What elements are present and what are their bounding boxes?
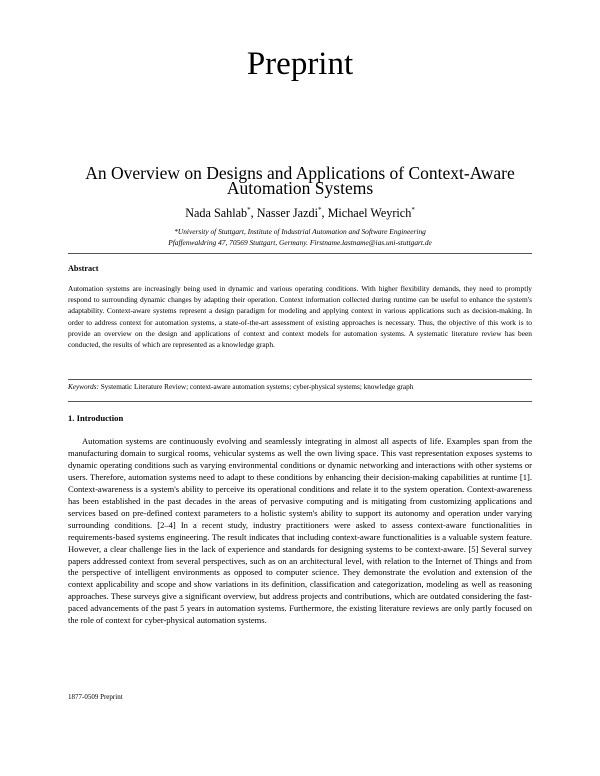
keywords-label: Keywords:: [68, 383, 99, 391]
author-name: Michael Weyrich: [327, 206, 412, 221]
page-footer: 1877-0509 Preprint: [68, 693, 123, 701]
intro-paragraph: Automation systems are continuously evolving and seamlessly integrating in almost all aspects of life. Examples span from the manufacturing domain to surgical rooms, vehicular systems as well the own living space. This vast representation exposes systems to dynamic operating conditions such as varying environmental conditions or dynamic networking and interactions with other systems or users. Therefore, automation systems need to adapt to these conditions by enhancing their decision-making capabilities at runtime [1]. Context-awareness is a system's ability to perceive its operational conditions and relate it to the system operation. Context-awareness has been established in the past decades in the areas of pervasive computing and is mitigating from customizing applications and services based on pre-defined context parameters to a holistic system's ability to support its autonomy and operation under varying surrounding conditions. [2–4] In a recent study, industry practitioners were asked to assess context-aware functionalities in requirements-based systems engineering. The result indicates that including context-aware functionalities is a valuable system feature. However, a clear challenge lies in the lack of experience and standards for designing systems to be context-aware. [5] Several survey papers addressed context from several perspectives, such as on an architectural level, with relation to the Internet of Things and from the perspective of intelligent environments as opposed to computer science. They demonstrate the evolution and extension of the context applicability and scope and show variations in its definition, classification and categorization, modeling as well as reasoning approaches. These surveys give a significant overview, but address projects and contributions, which are outdated considering the fast-paced advancements of the past 5 years in automation systems. Furthermore, the existing literature reviews are only partly focused on the role of context for cyber-physical automation systems.: [68, 436, 532, 626]
affiliation-line: *University of Stuttgart, Institute of Industrial Automation and Software Engineering: [174, 227, 426, 236]
divider: [68, 253, 532, 254]
affiliation: [0, 226, 600, 248]
section-heading: 1. Introduction: [68, 413, 124, 423]
author-mark: *: [317, 206, 322, 214]
divider: [68, 379, 532, 380]
preprint-heading: Preprint: [246, 46, 354, 82]
abstract-heading: Abstract: [68, 264, 99, 273]
keywords: [68, 382, 532, 392]
keywords-text: Systematic Literature Review; context-aware automation systems; cyber-physical systems; knowledge graph: [100, 383, 414, 391]
author-name: Nasser Jazdi: [256, 206, 318, 221]
author-name: Nada Sahlab: [185, 206, 248, 221]
author-list: Nada Sahlab*, Nasser Jazdi*, Michael Weyrich*: [185, 206, 415, 221]
paper-title: An Overview on Designs and Applications of Context-Aware Automation Systems: [85, 163, 515, 198]
abstract-text: Automation systems are increasingly being used in dynamic and various operating conditions. With higher flexibility demands, they need to promptly respond to surrounding dynamic changes by adapting their operation. Context information collected during runtime can be useful to enhance the system's adaptability. Context-aware systems represent a design paradigm for modeling and applying context in various applications such as decision-making. In order to address context for automation systems, a state-of-the-art assessment of existing approaches is necessary. Thus, the objective of this work is to provide an overview on the design and applications of context and context models for automation systems. A systematic literature review has been conducted, the results of which are represented as a knowledge graph.: [68, 284, 532, 350]
divider: [68, 401, 532, 402]
author-mark: *: [247, 206, 251, 214]
affiliation-line: Pfaffenwaldring 47, 70569 Stuttgart, Germany. Firstname.lastname@ias.uni-stuttgart.de: [168, 238, 432, 247]
author-mark: *: [411, 206, 415, 214]
